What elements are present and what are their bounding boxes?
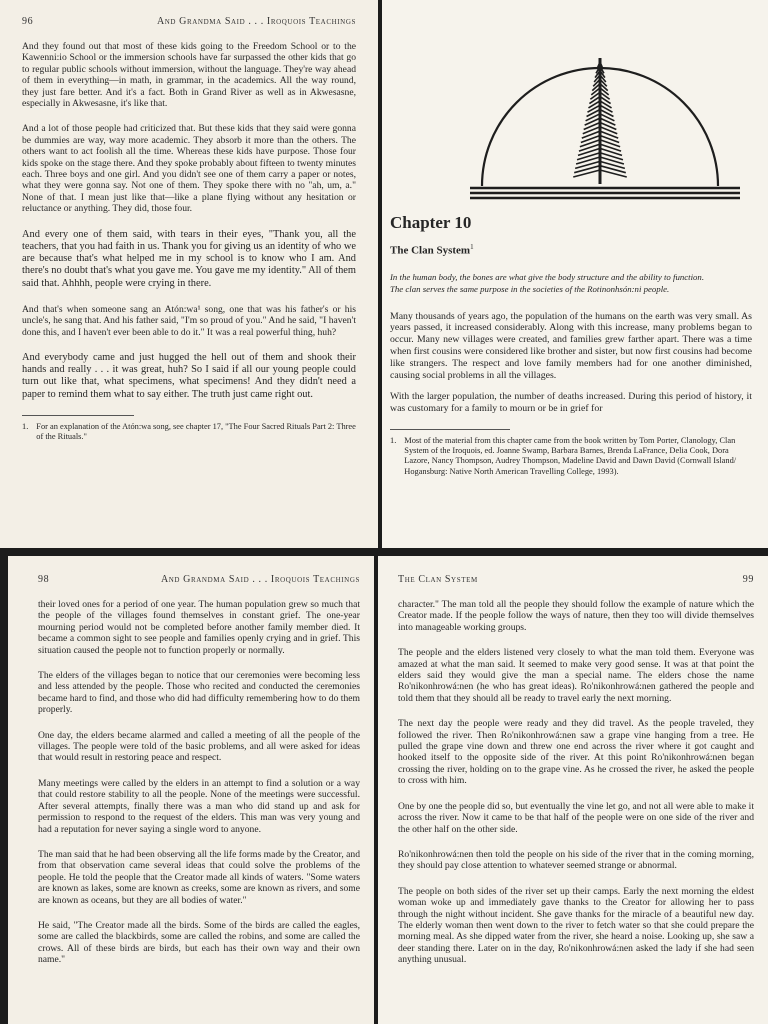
chapter-title: Chapter 10 bbox=[390, 213, 472, 232]
running-title: And Grandma Said . . . Iroquois Teachings bbox=[160, 574, 360, 585]
footnote-mark: 1. bbox=[390, 436, 397, 446]
paragraph: And they found out that most of these kids going to the Freedom School or to the Kawenni:io School or the immersion schools have far surpassed the other kids that go to regular public schools without immersion, without the language. They're way ahead of them in everything—in math, in grammar, in the academics. All the way round, they just fare better. And it's a fact. Both in Grand River as well as in Akwesasne, especially in Akwesasne, it's like that. bbox=[22, 41, 356, 110]
paragraph: With the larger population, the number of deaths increased. During this period of history, it was customary for a family to mourn or be in grief for bbox=[390, 391, 752, 415]
paragraph: Ro'nikonhrowá:nen then told the people on his side of the river that in the coming morning, they should pay close attention to whatever seemed strange or abnormal. bbox=[398, 848, 754, 872]
epigraph: In the human body, the bones are what give the body structure and the ability to function. The clan serves the same purpose in the societies of the Rotinonhsón:ni people. bbox=[390, 271, 705, 294]
page-99 bbox=[378, 556, 768, 1024]
footnote bbox=[390, 436, 752, 477]
paragraph: Many meetings were called by the elders in an attempt to find a solution or a way that could restore stability to all the people. None of the meetings were successful. After several attempts, finally there was a man who did stand up and ask for permission to respond to the request of the elders. This man was very young and had a reputation for never saying a single word to anyone. bbox=[38, 777, 360, 835]
paragraph: The elders of the villages began to notice that our ceremonies were becoming less and less attended by the people. Those who recited and conducted the ceremonies became hard to find, and those who did had difficulty remembering how to do them properly. bbox=[38, 670, 360, 716]
paragraph: And a lot of those people had criticized that. But these kids that they said were gonna be dummies are way, way more academic. They absorb it more than the others. The others want to act foolish all the time. Whereas these kids have purpose. Those four kids spoke on the stage there. And they spoke probably about fifteen to twenty minutes each. Three boys and one girl. And you didn't see one of them carry a paper or notes, what they were gonna say. Not one of them. They spoke there with no "ah, um, a." None of that. I mean just like that—like a plane flying without any hesitation or reluctance or anything. They did, those four. bbox=[22, 123, 356, 215]
paragraph: The people on both sides of the river set up their camps. Early the next morning the eldest woman woke up and immediately gave thanks to the Creator for allowing her to pass through the night without incident. She gave thanks for the miracle of a beautiful new day. The elderly woman then went down to the river to fetch water so that she could prepare the morning meal. As she dipped water from the river, she heard a noise. Looking up, she saw a deer standing there. Later on in the day, Ro'nikonhrowá:nen asked the lady if she had seen anything unusual. bbox=[398, 885, 754, 966]
running-title: And Grandma Said . . . Iroquois Teachings bbox=[156, 16, 356, 27]
running-head bbox=[38, 574, 360, 585]
pine-tree-sunrise-icon bbox=[448, 18, 748, 203]
page-number: 96 bbox=[22, 16, 34, 27]
footnote-text: Most of the material from this chapter came from the book written by Tom Porter, Clanology, Clan System of the Iroquois, ed. Joanne Swamp, Barbara Barnes, Brenda LaFrance, Delia Cook, Dora Lazore, Nancy Thompson, Audrey Thompson, Madeline David and Dawn David (Cornwall Island/ Hogansburg: Native North American Travelling College, 1993). bbox=[404, 436, 737, 476]
footnote-rule bbox=[22, 415, 134, 416]
page-98 bbox=[8, 556, 374, 1024]
paragraph: And that's when someone sang an Atón:wa¹ song, one that was his father's or his uncle's, he sang that. And his father said, "I'm so proud of you." And he said, "I haven't done this, and I haven't ever been able to do it." It was a real powerful thing, huh? bbox=[22, 303, 356, 338]
chapter-ornament bbox=[390, 18, 752, 203]
page-96 bbox=[0, 0, 378, 548]
running-title: The Clan System bbox=[398, 574, 478, 585]
paragraph: Many thousands of years ago, the population of the humans on the earth was very small. As years passed, it increased considerably. Along with this increase, many problems began to occur. Many new villages were created, and families grew farther apart. There was a time when first cousins were considered like brother and sister, but now first cousins had become like strangers. The respect and love family members had for one another diminished, causing social problems in all the villages. bbox=[390, 310, 752, 381]
paragraph: The next day the people were ready and they did travel. As the people traveled, they followed the river. Then Ro'nikonhrowá:nen saw a grape vine hanging from a tree. He pulled the grape vine down and threw one end across the river where it got caught and hooked itself to the opposite side of the river. At this point Ro'nikonhrowá:nen began crossing the river, holding on to the grape vine. As he crossed the river, he asked the people to cross with him. bbox=[398, 718, 754, 787]
footnote bbox=[22, 422, 356, 442]
paragraph: He said, "The Creator made all the birds. Some of the birds are called the eagles, some are called the blackbirds, some are called the robins, and some are called the crows. All of these birds are birds, but each has their own way and their own name." bbox=[38, 919, 360, 966]
paragraph: And everybody came and just hugged the hell out of them and shook their hands and really . . . it was great, huh? So I said if all our young people could turn out like that, what specimens, what specimens! And they didn't need a paper to remind them what to say either. The truth just came right out. bbox=[22, 351, 356, 400]
footnote-text: For an explanation of the Atón:wa song, see chapter 17, "The Four Sacred Rituals Part 2: Three of the Rituals." bbox=[36, 421, 356, 441]
paragraph: One day, the elders became alarmed and called a meeting of all the people of the villages. The people were told of the basic problems, and all were asked for ideas that would result in restoring peace and respect. bbox=[38, 729, 360, 764]
footnote-mark: 1. bbox=[22, 421, 29, 431]
section-title-text: The Clan System bbox=[390, 244, 471, 257]
page-number: 98 bbox=[38, 574, 50, 585]
section-note-mark: 1 bbox=[470, 243, 474, 251]
paragraph: The man said that he had been observing all the life forms made by the Creator, and from that observation came several ideas that could solve the problems of the people. He told the people that the Creator made all kinds of waters. "Some waters are known as lakes, some are known as creeks, some are known as rivers, and some are known as oceans, but they are all bodies of water." bbox=[38, 848, 360, 906]
paragraph: One by one the people did so, but eventually the vine let go, and not all were able to make it across the river. Now it came to be that half of the people were on one side of the river and the other half on the other side. bbox=[398, 800, 754, 835]
paragraph: character." The man told all the people they should follow the example of nature which the Creator made. If the people follow the ways of nature, then they too will divide themselves into manageable working groups. bbox=[398, 599, 754, 633]
page-number: 99 bbox=[742, 574, 754, 585]
paragraph: their loved ones for a period of one year. The human population grew so much that the people of the villages found themselves in constant grief. The one-year mourning period would not be completed before another family member died. It became a common sight to see people and families openly crying and in grief. This situation caused the people not to function properly or normally. bbox=[38, 599, 360, 656]
running-head bbox=[22, 16, 356, 27]
footnote-rule bbox=[390, 429, 510, 430]
page-97 bbox=[382, 0, 768, 548]
paragraph: And every one of them said, with tears in their eyes, "Thank you, all the teachers, that you had faith in us. Thank you for giving us an identity of who we are because that's what helped me in my school is to know who I am. And there's no doubt that's what you gave me. You gave me my identity." All of them said that. Ahhhh, people were crying in there. bbox=[22, 228, 356, 289]
section-title bbox=[390, 243, 752, 257]
paragraph: The people and the elders listened very closely to what the man told them. Everyone was amazed at what the man said. It seemed to make very good sense. It was at that point the elders said they would give the man a special name. The elders chose the name Ro'nikonhrowá:nen (he who has great ideas). Ro'nikonhrowá:nen gathered the people and told them that they should all be ready to travel early the next morning. bbox=[398, 647, 754, 704]
running-head bbox=[398, 574, 754, 585]
